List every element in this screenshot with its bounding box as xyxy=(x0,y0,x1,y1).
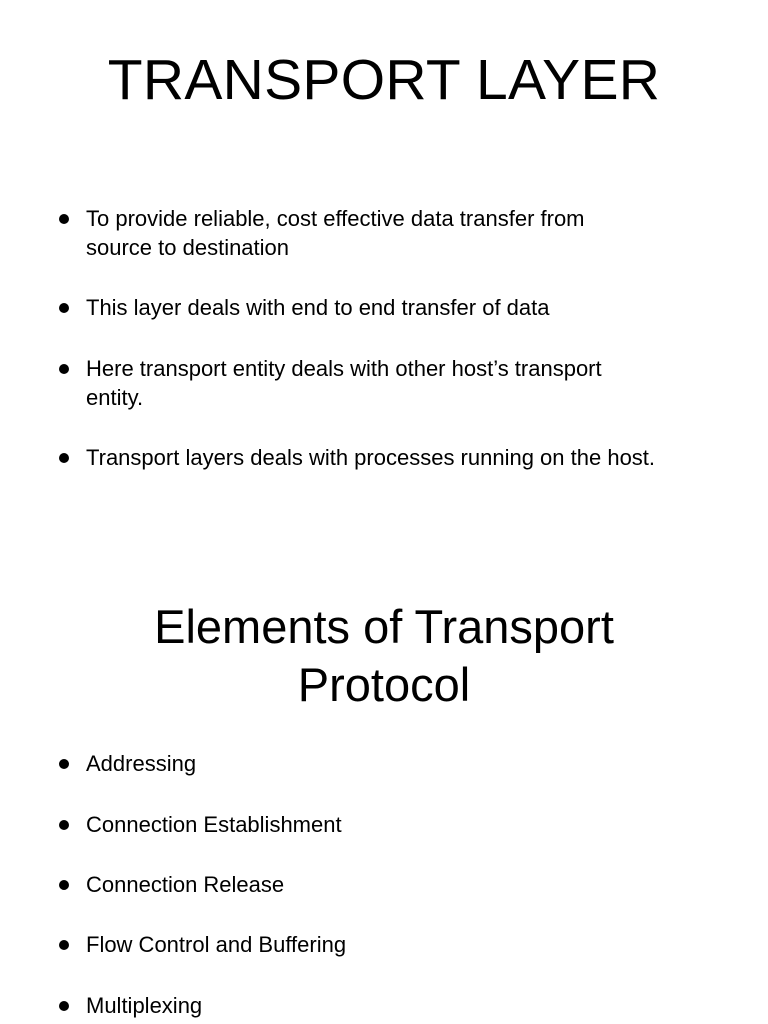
bullet-dot-icon xyxy=(59,1001,69,1011)
bullet-dot-icon xyxy=(59,214,69,224)
list-item-text: Multiplexing xyxy=(86,993,203,1018)
list-item-text: Flow Control and Buffering xyxy=(86,932,347,957)
bullet-dot-icon xyxy=(59,303,69,313)
list-item-text-line-2: source to destination xyxy=(86,235,290,260)
list-item-text-line-1: To provide reliable, cost effective data transfer from xyxy=(86,206,585,231)
list-item xyxy=(86,293,726,322)
list-item xyxy=(86,930,726,959)
list-item xyxy=(86,870,726,899)
list-item-text-line-1: Transport layers deals with processes running on the host. xyxy=(86,445,656,470)
list-item xyxy=(86,443,726,472)
slide-title-transport-layer: TRANSPORT LAYER xyxy=(107,48,661,112)
title-line-1: Elements of Transport xyxy=(154,600,614,653)
bullet-dot-icon xyxy=(59,759,69,769)
slide-title-elements-of-transport-protocol xyxy=(0,598,768,714)
bullet-dot-icon xyxy=(59,940,69,950)
list-item xyxy=(86,204,726,262)
list-item xyxy=(86,749,726,778)
bullet-dot-icon xyxy=(59,364,69,374)
bullet-dot-icon xyxy=(59,880,69,890)
list-item xyxy=(86,810,726,839)
bullet-dot-icon xyxy=(59,820,69,830)
list-item-text: Connection Release xyxy=(86,872,285,897)
list-item-text-line-2: entity. xyxy=(86,385,144,410)
list-item-text-line-1: This layer deals with end to end transfer of data xyxy=(86,295,550,320)
title-line-2: Protocol xyxy=(297,658,471,711)
list-item-text: Connection Establishment xyxy=(86,812,342,837)
list-item xyxy=(86,354,726,412)
list-item-text-line-1: Here transport entity deals with other host’s transport xyxy=(86,356,602,381)
list-item xyxy=(86,991,726,1020)
list-item-text: Addressing xyxy=(86,751,197,776)
bullet-dot-icon xyxy=(59,453,69,463)
